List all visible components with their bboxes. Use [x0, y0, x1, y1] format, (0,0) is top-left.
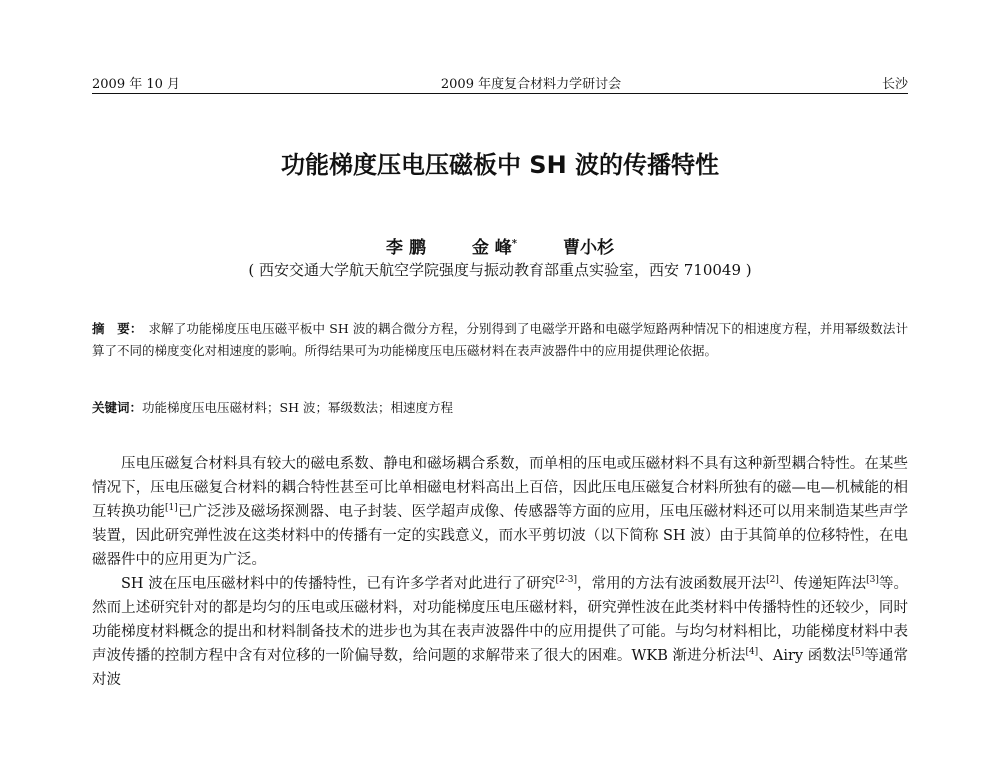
- author-2-name: 金 峰: [471, 238, 512, 258]
- header-date: 2009 年 10 月: [92, 77, 181, 92]
- citation[interactable]: [2]: [766, 575, 779, 586]
- header-conference: 2009 年度复合材料力学研讨会: [440, 77, 622, 92]
- p1-text-1: 压电压磁复合材料具有较大的磁电系数、静电和磁场耦合系数，而单相的压电或压磁材料不具有这种新型耦合特性。在某些情况下，压电压磁复合材料的耦合特性甚至可比单相磁电材料高出上百倍，因此压电压磁复合材料所独有的磁—电—机械能的相互转换功能: [92, 456, 908, 520]
- keywords: [92, 398, 908, 418]
- p2-text-2: ，常用的方法有波函数展开法: [576, 576, 767, 592]
- citation[interactable]: [3]: [866, 575, 879, 586]
- abstract-text: 求解了功能梯度压电压磁平板中 SH 波的耦合微分方程，分别得到了电磁学开路和电磁学短路两种情况下的相速度方程，并用幂级数法计算了不同的梯度变化对相速度的影响。所得结果可为功能梯度压电压磁材料在表声波器件中的应用提供理论依据。: [92, 321, 908, 358]
- author-3: 曹小杉: [562, 238, 614, 258]
- header-city: 长沙: [881, 77, 908, 92]
- citation[interactable]: [1]: [165, 503, 178, 514]
- keywords-label: 关键词：: [92, 400, 143, 415]
- author-2: [472, 238, 517, 258]
- affiliation: ( 西安交通大学航天航空学院强度与振动教育部重点实验室，西安 710049 ): [248, 261, 752, 279]
- body-text: [92, 452, 908, 692]
- author-1: 李 鹏: [386, 238, 426, 258]
- header-rule: [92, 93, 908, 94]
- paper-title: 功能梯度压电压磁板中 SH 波的传播特性: [280, 151, 720, 179]
- citation[interactable]: [4]: [745, 647, 759, 658]
- paragraph-2: [92, 572, 908, 692]
- citation[interactable]: [5]: [851, 647, 865, 658]
- p1-text-2: 已广泛涉及磁场探测器、电子封装、医学超声成像、传感器等方面的应用，压电压磁材料还可以用来制造某些声学装置，因此研究弹性波在这类材料中的传播有一定的实践意义，而水平剪切波（以下简称 SH 波）由于其简单的位移特性，在电磁器件中的应用更为广泛。: [92, 504, 909, 568]
- abstract-label: 摘 要：: [92, 321, 143, 336]
- author-list: [0, 233, 1000, 258]
- paragraph-1: [92, 452, 908, 572]
- citation[interactable]: [2-3]: [555, 575, 577, 586]
- p2-text-1: SH 波在压电压磁材料中的传播特性，已有许多学者对此进行了研究: [121, 576, 556, 592]
- p2-text-6: 等通常对波: [92, 648, 909, 688]
- p2-text-5: 、Airy 函数法: [758, 648, 852, 664]
- p2-text-4: 等。然而上述研究针对的都是均匀的压电或压磁材料，对功能梯度压电压磁材料，研究弹性波在此类材料中传播特性的还较少，同时功能梯度材料概念的提出和材料制备技术的进步也为其在表声波器件中的应用提供了可能。与均匀材料相比，功能梯度材料中表声波传播的控制方程中含有对位移的一阶偏导数，给问题的求解带来了很大的困难。WKB 渐进分析法: [92, 576, 909, 664]
- corresponding-mark: *: [511, 238, 518, 250]
- abstract: [92, 318, 908, 362]
- keywords-text: 功能梯度压电压磁材料；SH 波；幂级数法；相速度方程: [142, 400, 453, 415]
- p2-text-3: 、传递矩阵法: [778, 576, 867, 592]
- running-header: [92, 70, 908, 92]
